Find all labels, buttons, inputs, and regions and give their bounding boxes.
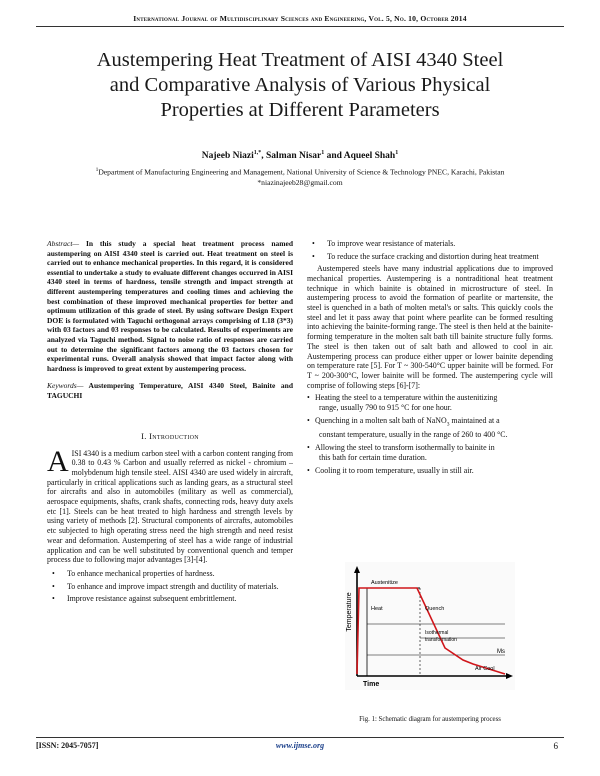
step-text: Allowing the steel to transform isothermally to bainite in	[315, 443, 495, 453]
keywords	[47, 381, 293, 400]
y-axis-label: Temperature	[346, 592, 353, 632]
affiliation	[40, 165, 560, 178]
list-item	[307, 393, 553, 413]
heat-label: Heat	[371, 606, 383, 612]
list-item-text: To enhance mechanical properties of hardness.	[67, 568, 215, 578]
x-axis-label: Time	[363, 681, 380, 688]
bullet-icon: •	[307, 465, 310, 475]
step-subscript: 3	[446, 421, 450, 428]
title-line-1: Austempering Heat Treatment of AISI 4340 Steel	[96, 49, 504, 71]
journal-url[interactable]: www.ijmse.org	[275, 741, 325, 750]
journal-header: International Journal of Multidisciplinary Sciences and Engineering, Vol. 5, No. 10, October 2014	[133, 14, 467, 23]
author-email: *niazinajeeb28@gmail.com	[257, 178, 343, 187]
list-item	[307, 252, 553, 262]
list-item-text: To improve wear resistance of materials.	[327, 239, 456, 248]
affiliation-sup: 1	[95, 167, 99, 173]
steps-list	[307, 393, 553, 475]
issn: [ISSN: 2045-7057]	[36, 741, 99, 750]
title-line-3: Properties at Different Parameters	[160, 99, 440, 121]
list-item	[47, 569, 293, 579]
list-item	[47, 582, 293, 592]
list-item	[307, 466, 553, 476]
step-text: Heating the steel to a temperature within the austenitizing	[315, 393, 498, 403]
bullet-icon: •	[312, 239, 315, 248]
author-1-sup: 1,*	[253, 150, 262, 156]
ms-label: Ms	[497, 649, 505, 655]
step-text-continued: constant temperature, usually in the range of 260 to 400 °C.	[319, 430, 508, 440]
section-heading-introduction: I. Introduction	[141, 430, 199, 441]
bullet-icon: •	[307, 443, 310, 453]
left-column	[47, 239, 293, 607]
bullet-icon: •	[312, 251, 315, 261]
list-item	[307, 239, 553, 249]
author-3-sup: 1	[395, 150, 399, 156]
transformation-label: transformation	[425, 637, 457, 643]
figure-caption: Fig. 1: Schematic diagram for austempering process	[359, 716, 501, 723]
quench-label: Quench	[425, 606, 445, 612]
advantages-list	[47, 569, 293, 604]
step-text: maintained at a	[449, 415, 500, 425]
drop-cap: A	[47, 444, 69, 478]
list-item-text: To enhance and improve impact strength and ductility of materials.	[67, 581, 279, 591]
footer-rule	[36, 737, 564, 738]
austempering-diagram	[345, 562, 515, 690]
list-item	[47, 594, 293, 604]
advantages-list-continued	[307, 239, 553, 261]
bullet-icon: •	[52, 581, 55, 591]
paper-title	[40, 48, 560, 123]
abstract	[47, 239, 293, 373]
title-line-2: and Comparative Analysis of Various Physical	[109, 74, 491, 96]
affiliation-text: Department of Manufacturing Engineering and Management, National University of Science & Technology PNEC, Karachi, Pakistan	[98, 167, 505, 177]
abstract-label: Abstract—	[47, 239, 80, 248]
author-sep: and	[324, 151, 344, 162]
author-sep: ,	[261, 151, 267, 162]
keywords-text: Austempering Temperature, AISI 4340 Steel, Bainite and TAGUCHI	[47, 381, 293, 400]
author-3: Aqueel Shah	[343, 151, 396, 162]
austempering-paragraph: Austempered steels have many industrial applications due to improved mechanical properties. Austempering is a nontraditional heat treatment technique in which bainite is obtained in microstructure of steel. In austempering process to avoid the formation of pearlite or martensite, the steel is quenched in a bath of molten metal's or salts. This quickly cools the steel and let it pass away that point where pearlite can be formed resulting into achieving the bainite-forming range. The steel is then held at the bainite-forming temperature in the molten salt bath till bainite structure fully forms. The steel is then taken out of salt bath and allowed to cool in air. Austempering process can produce either upper or lower bainite depending on temperature rate [5]. For T ~ 300-540°C upper bainite will be formed. For T ~ 200-300°C, lower bainite will be formed. The austempering cycle will comprise of following steps [6]-[7]:	[307, 264, 553, 390]
author-2: Salman Nisar	[266, 151, 322, 162]
step-text-continued: range, usually 790 to 915 °C for one hour.	[319, 403, 452, 413]
right-column	[307, 239, 553, 478]
isothermal-label: Isothermal	[425, 630, 449, 636]
step-text: Quenching in a molten salt bath of NaNO	[315, 415, 447, 425]
page-number: 6	[553, 741, 558, 751]
list-item-text: To reduce the surface cracking and distortion during heat treatment	[327, 251, 539, 261]
bullet-icon: •	[52, 594, 55, 604]
author-list	[40, 150, 560, 161]
keywords-label: Keywords—	[47, 381, 84, 391]
intro-text: ISI 4340 is a medium carbon steel with a carbon content ranging from 0.38 to 0.43 % Carbon and usually referred as nickel - chromium – molybdenum high tensile steel. AISI 4340 are used widely in aircraft, particularly in critical applications such as landing gears, as a structural steel for aircrafts and also in automobiles (military as well as commercial), aerospace equipments, shafts, crank shafts, connecting rods, heavy duty axels etc [1]. Steels can be heat treated to high hardness and strength levels by using variety of methods [2]. Structural components of aircrafts, automobiles etc subjected to high operating stress need the high strength and need resist wear and deformation. Austempering of steel has a wide range of industrial application and can be well substituted by conventional quench and temper process due to following major advantages [3]-[4].	[47, 448, 293, 565]
step-text-continued: this bath for certain time duration.	[319, 452, 427, 462]
header-rule	[36, 26, 564, 27]
abstract-text: In this study a special heat treatment process named austempering on AISI 4340 steel is carried out. Heat treatment on steel is carried out to enhance mechanical properties. In this regard, it is considered essential to undertake a study to evaluate different changes occurred in AISI 4340 steel in terms of hardness, tensile strength and impact strength at different austempering temperatures and cooling times and achieving the best combination of these improved mechanical properties for better and optimum utilization of this grade of steel. By using software Design Expert DOE is formulated with Taguchi orthogonal arrays comprising of L18 (3*3) with 03 factors and 03 responses to be calculated. Results of experiments are analyzed via Taguchi method. Signal to noise ratio of responses are carried out to determine the significant factors among the 03 factors chosen for experimental runs. Overall analysis showed that impact factor along with hardness is improved to great extent by austempering process.	[47, 239, 293, 373]
list-item	[307, 416, 553, 440]
bullet-icon: •	[307, 415, 310, 425]
bullet-icon: •	[307, 393, 310, 403]
list-item-text: Improve resistance against subsequent embrittlement.	[67, 594, 237, 604]
list-item	[307, 443, 553, 463]
bullet-icon: •	[52, 568, 55, 578]
author-1: Najeeb Niazi	[201, 151, 254, 162]
air-cool-label: Air Cool	[475, 666, 495, 672]
step-text: Cooling it to room temperature, usually in still air.	[315, 465, 474, 475]
intro-paragraph	[47, 444, 293, 565]
author-2-sup: 1	[321, 150, 325, 156]
austenitize-label: Austenitize	[371, 580, 398, 586]
